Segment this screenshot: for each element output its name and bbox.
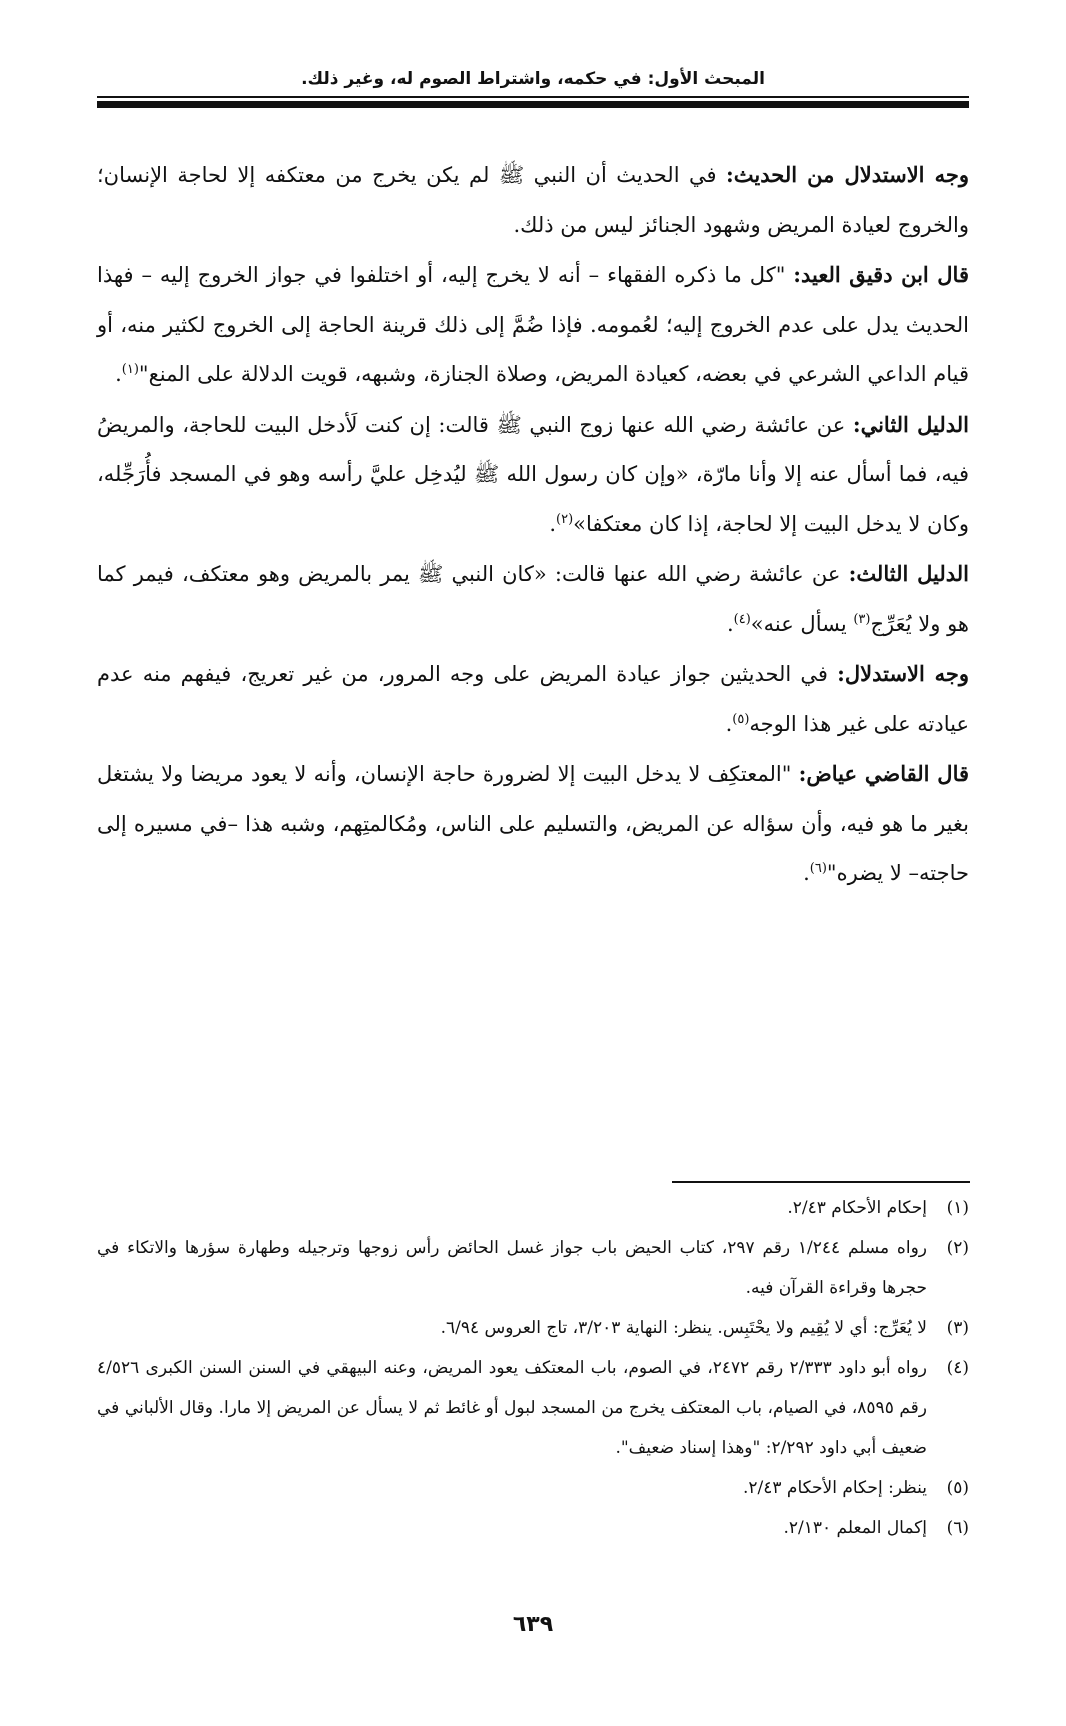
footnote xyxy=(97,1308,969,1348)
paragraph xyxy=(97,749,969,899)
footnote xyxy=(97,1188,969,1228)
footnote-number: (٢) xyxy=(946,1238,969,1258)
footnote-ref: (٢) xyxy=(556,511,574,527)
paragraph xyxy=(97,250,969,400)
paragraph-lead: الدليل الثالث: xyxy=(848,561,969,586)
footnote-number: (٣) xyxy=(946,1318,969,1338)
footnotes xyxy=(97,1188,969,1548)
footnote-text: إحكام الأحكام ٢/٤٣. xyxy=(787,1198,927,1218)
paragraph xyxy=(97,150,969,250)
paragraph-tail: . xyxy=(726,611,734,636)
paragraph-lead: وجه الاستدلال: xyxy=(837,661,970,686)
running-header: المبحث الأول: في حكمه، واشتراط الصوم له، وغير ذلك. xyxy=(301,69,765,89)
paragraph xyxy=(97,400,969,550)
footnote-text: رواه أبو داود ٢/٣٣٣ رقم ٢٤٧٢، في الصوم، باب المعتكف يعود المريض، وعنه البيهقي في السنن السنن الكبرى ٤/٥٢٦ رقم ٨٥٩٥، في الصيام، باب المعتكف يخرج من المسجد لبول أو غائط ثم لا يسأل عن المريض إلا مارا. وقال الألباني في ضعيف أبي داود ٢/٢٩٢: "وهذا إسناد ضعيف". xyxy=(97,1358,927,1458)
footnote-number: (٤) xyxy=(946,1358,969,1378)
paragraph-lead: قال القاضي عياض: xyxy=(798,761,970,786)
footnote-number: (١) xyxy=(946,1198,969,1218)
paragraph-text: "المعتكِف لا يدخل البيت إلا لضرورة حاجة الإنسان، وأنه لا يعود مريضا ولا يشتغل بغير ما هو فيه، وأن سؤاله عن المريض، والتسليم على الناس، ومُكالمتِهم، وشبه هذا –في مسيره إلى حاجته– لا يضره" xyxy=(97,762,969,885)
footnote-number: (٦) xyxy=(946,1518,969,1538)
paragraph-text: في الحديثين جواز عيادة المريض على وجه المرور، من غير تعريج، فيفهم منه عدم عيادته على غير هذا الوجه xyxy=(97,662,969,736)
footnote-ref: (٤) xyxy=(733,611,751,627)
page-number: ٦٣٩ xyxy=(512,1612,554,1637)
header-rule-thick xyxy=(97,101,969,108)
footnote-ref: (٥) xyxy=(732,711,750,727)
footnote xyxy=(97,1468,969,1508)
paragraph-text: عن عائشة رضي الله عنها قالت: «كان النبي ﷺ يمر بالمريض وهو معتكف، فيمر كما هو ولا يُعَرِّج xyxy=(97,562,969,636)
footnote-number: (٥) xyxy=(946,1478,969,1498)
paragraph-text: "كل ما ذكره الفقهاء – أنه لا يخرج إليه، أو اختلفوا في جواز الخروج إليه – فهذا الحديث يدل على عدم الخروج إليه؛ لعُمومه. فإذا ضُمَّ إلى ذلك قرينة الحاجة إلى الخروج لكثير منه، أو قيام الداعي الشرعي في بعضه، كعيادة المريض، وصلاة الجنازة، وشبهه، قويت الدلالة على المنع" xyxy=(97,263,969,386)
footnote-separator xyxy=(672,1181,970,1183)
footnote-text: إكمال المعلم ٢/١٣٠. xyxy=(783,1518,927,1538)
paragraph-text-continued: يسأل عنه» xyxy=(750,611,854,636)
footnote xyxy=(97,1508,969,1548)
paragraph-tail: . xyxy=(549,511,557,536)
paragraph-text: عن عائشة رضي الله عنها زوج النبي ﷺ قالت: إن كنت لَأدخل البيت للحاجة، والمريضُ فيه، فما أسأل عنه إلا وأنا مارّة، «وإن كان رسول الله ﷺ ليُدخِل عليَّ رأسه وهو في المسجد فأُرَجِّله، وكان لا يدخل البيت إلا لحاجة، إذا كان معتكفا» xyxy=(97,412,969,536)
footnote-text: لا يُعَرِّج: أي لا يُقِيم ولا يحْتَبِس. ينظر: النهاية ٣/٢٠٣، تاج العروس ٦/٩٤. xyxy=(440,1318,927,1338)
footnote-text: رواه مسلم ١/٢٤٤ رقم ٢٩٧، كتاب الحيض باب جواز غسل الحائض رأس زوجها وترجيله وطهارة سؤرها والاتكاء في حجرها وقراءة القرآن فيه. xyxy=(97,1238,927,1298)
paragraph xyxy=(97,649,969,749)
paragraph-tail: . xyxy=(725,711,733,736)
footnote xyxy=(97,1348,969,1468)
footnote-text: ينظر: إحكام الأحكام ٢/٤٣. xyxy=(742,1478,927,1498)
footnote xyxy=(97,1228,969,1308)
paragraph-text: في الحديث أن النبي ﷺ لم يكن يخرج من معتكفه إلا لحاجة الإنسان؛ والخروج لعيادة المريض وشهود الجنائز ليس من ذلك. xyxy=(97,163,969,237)
paragraph-lead: قال ابن دقيق العيد: xyxy=(793,262,969,287)
paragraph-tail: . xyxy=(115,362,122,386)
paragraph-lead: الدليل الثاني: xyxy=(852,411,969,437)
paragraph xyxy=(97,549,969,649)
header-rule-thin xyxy=(97,96,969,98)
paragraph-lead: وجه الاستدلال من الحديث: xyxy=(726,162,969,187)
footnote-ref: (٦) xyxy=(809,861,827,876)
paragraph-tail: . xyxy=(803,861,810,885)
footnote-ref: (١) xyxy=(121,362,139,377)
footnote-ref: (٣) xyxy=(853,611,871,627)
main-text xyxy=(97,150,969,899)
